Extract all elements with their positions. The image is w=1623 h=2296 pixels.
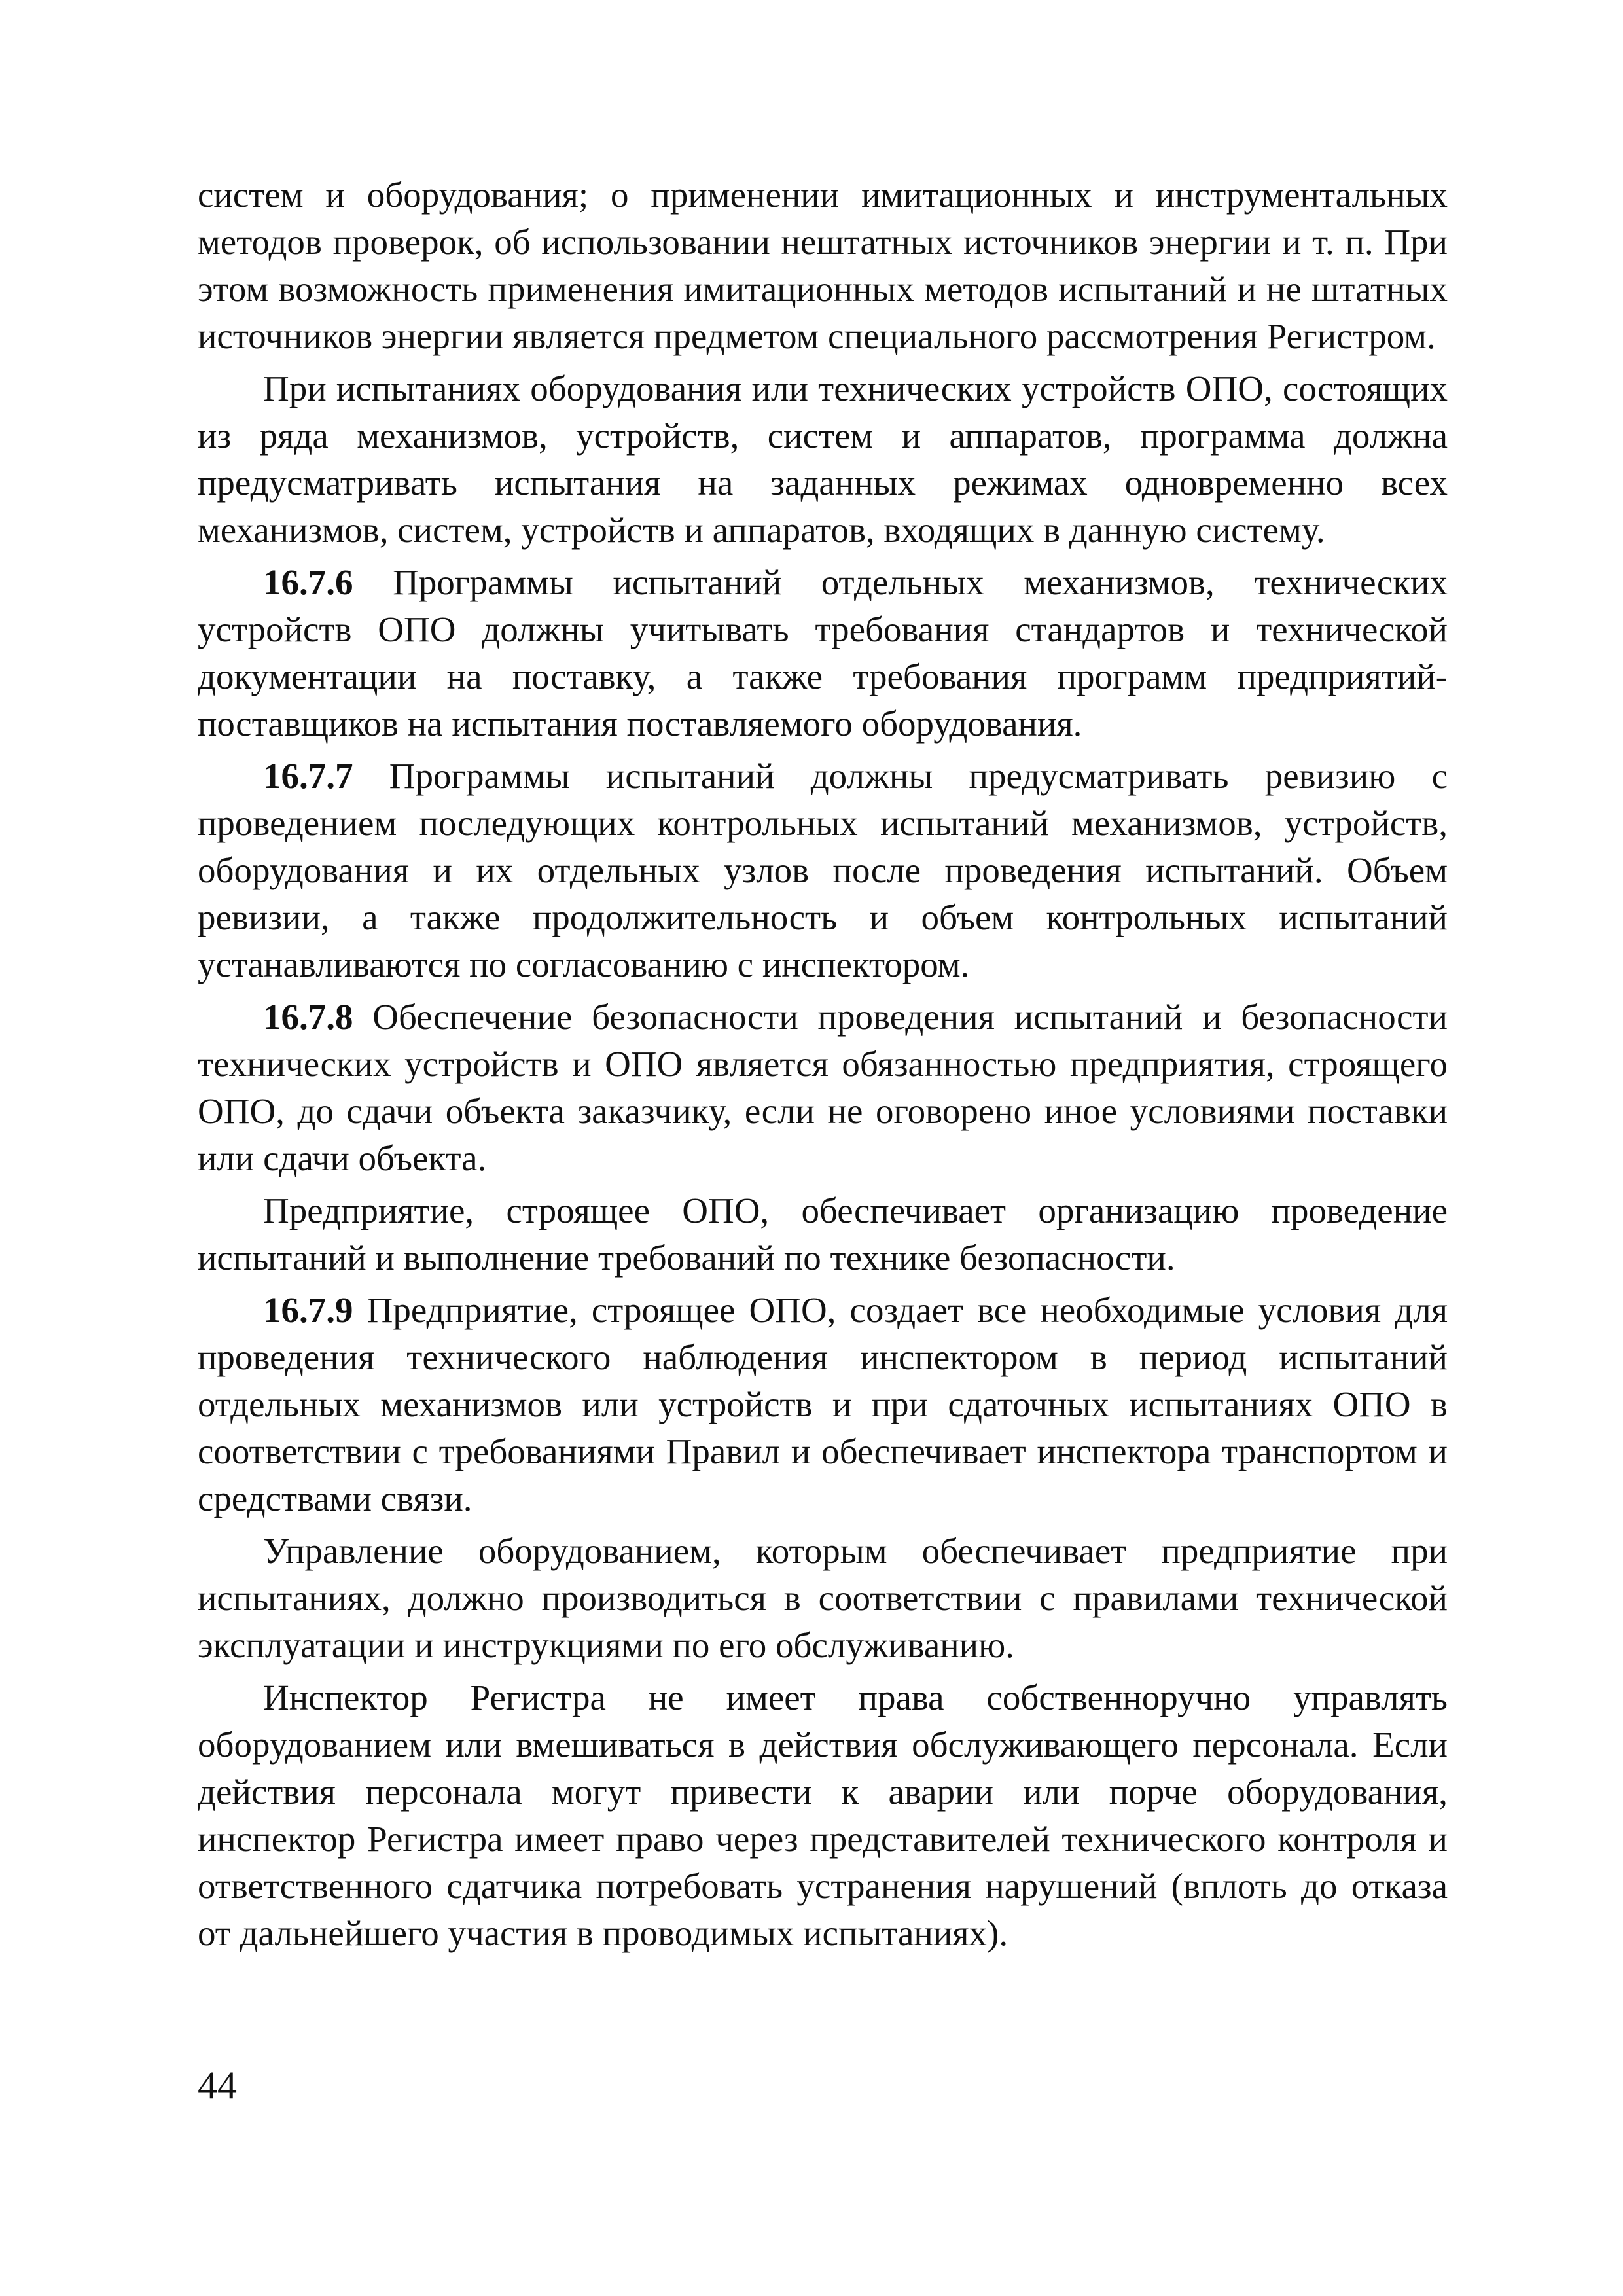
clause-text: Обеспечение безопасности проведения испытаний и безопасности технических устройств и ОПО является обязанностью предприятия, строящего ОПО, до сдачи объекта заказчику, если не оговорено иное условиями поставки или сдачи объекта. xyxy=(198,997,1448,1178)
paragraph-text: Предприятие, строящее ОПО, обеспечивает организацию проведение испытаний и выполнение требований по технике безопасности. xyxy=(198,1191,1448,1278)
clause-text: Программы испытаний должны предусматривать ревизию с проведением последующих контрольных испытаний механизмов, устройств, оборудования и их отдельных узлов после проведения испытаний. Объем ревизии, а также продолжительность и объем контрольных испытаний устанавливаются по согласованию с инспектором. xyxy=(198,756,1448,984)
clause-text: Предприятие, строящее ОПО, создает все необходимые условия для проведения технического наблюдения инспектором в период испытаний отдельных механизмов или устройств и при сдаточных испытаниях ОПО в соответствии с требованиями Правил и обеспечивает инспектора транспортом и средствами связи. xyxy=(198,1290,1448,1518)
paragraph-text: систем и оборудования; о применении имитационных и инструментальных методов проверок, об использовании нештатных источников энергии и т. п. При этом возможность применения имитационных методов испытаний и не штатных источников энергии является предметом специального рассмотрения Регистром. xyxy=(198,175,1448,356)
paragraph xyxy=(198,365,1448,554)
paragraph xyxy=(198,1674,1448,1957)
clause-16-7-6 xyxy=(198,559,1448,747)
clause-number: 16.7.8 xyxy=(263,997,353,1037)
paragraph-continuation xyxy=(198,171,1448,360)
page-number: 44 xyxy=(198,2064,237,2107)
paragraph-text: При испытаниях оборудования или технических устройств ОПО, состоящих из ряда механизмов, устройств, систем и аппаратов, программа должна предусматривать испытания на заданных режимах одновременно всех механизмов, систем, устройств и аппаратов, входящих в данную систему. xyxy=(198,368,1448,550)
body-text xyxy=(198,171,1448,1962)
clause-number: 16.7.6 xyxy=(263,562,353,602)
clause-number: 16.7.9 xyxy=(263,1290,353,1330)
clause-16-7-8 xyxy=(198,994,1448,1182)
paragraph-text: Управление оборудованием, которым обеспечивает предприятие при испытаниях, должно производиться в соответствии с правилами технической эксплуатации и инструкциями по его обслуживанию. xyxy=(198,1531,1448,1665)
clause-16-7-9 xyxy=(198,1287,1448,1522)
clause-16-7-7 xyxy=(198,753,1448,988)
paragraph-text: Инспектор Регистра не имеет права собственноручно управлять оборудованием или вмешиваться в действия обслуживающего персонала. Если действия персонала могут привести к аварии или порче оборудования, инспектор Регистра имеет право через представителей технического контроля и ответственного сдатчика потребовать устранения нарушений (вплоть до отказа от дальнейшего участия в проводимых испытаниях). xyxy=(198,1677,1448,1953)
clause-text: Программы испытаний отдельных механизмов, технических устройств ОПО должны учитывать требования стандартов и технической документации на поставку, а также требования программ предприятий-поставщиков на испытания поставляемого оборудования. xyxy=(198,562,1448,744)
paragraph xyxy=(198,1187,1448,1282)
clause-number: 16.7.7 xyxy=(263,756,353,796)
paragraph xyxy=(198,1528,1448,1669)
